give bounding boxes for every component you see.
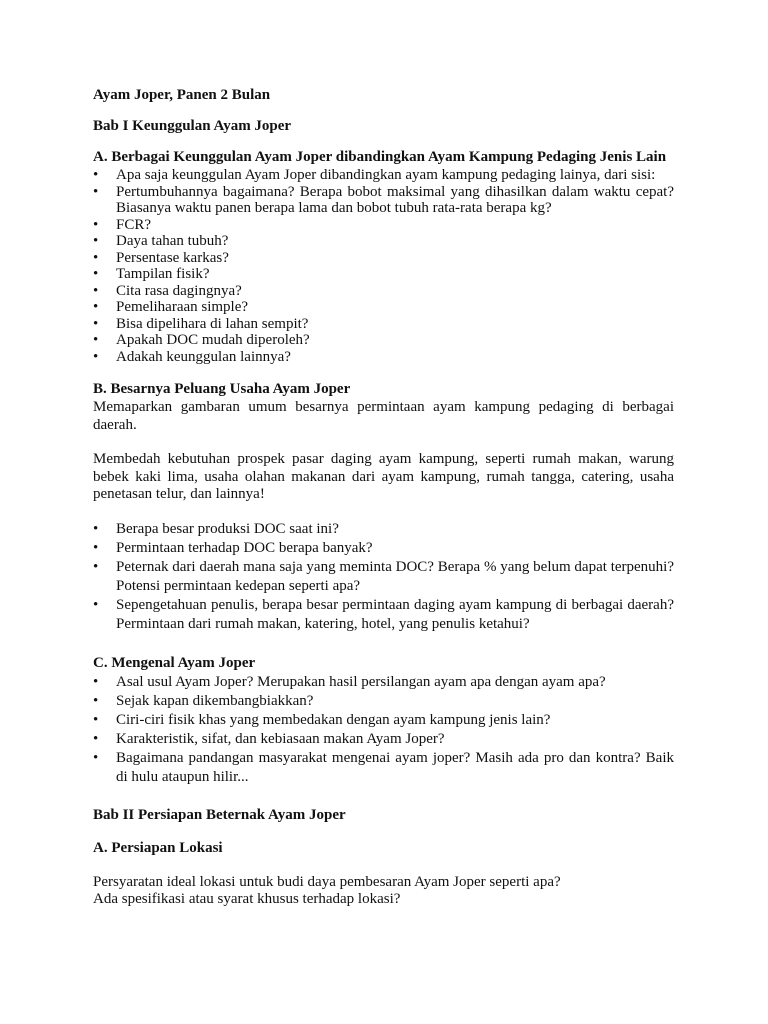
- bullet-icon: •: [93, 266, 99, 282]
- list-item: • Persentase karkas?: [93, 249, 229, 266]
- bullet-icon: •: [93, 711, 99, 728]
- bullet-icon: •: [93, 673, 99, 690]
- bullet-icon: •: [93, 249, 99, 266]
- list-item: • Ciri-ciri fisik khas yang membedakan dengan ayam kampung jenis lain?: [93, 711, 551, 728]
- bullet-icon: •: [93, 282, 99, 299]
- bullet-icon: •: [93, 348, 99, 365]
- bullet-icon: •: [93, 558, 99, 575]
- section-b-paragraph-1: Memaparkan gambaran umum besarnya permintaan ayam kampung pedaging di berbagai daerah.: [93, 399, 674, 433]
- section-b-paragraph-2: Membedah kebutuhan prospek pasar daging ayam kampung, seperti rumah makan, warung bebek kaki lima, usaha olahan makanan dari ayam kampung, rumah tangga, catering, usaha penetasan telur, dan lainnya!: [93, 451, 674, 502]
- list-item: • Berapa besar produksi DOC saat ini?: [93, 520, 339, 537]
- list-item: • Tampilan fisik?: [93, 266, 210, 282]
- document-body: [93, 86, 674, 908]
- list-item: • Apa saja keunggulan Ayam Joper dibandingkan ayam kampung pedaging lainya, dari sisi:: [93, 167, 656, 183]
- list-item: • Karakteristik, sifat, dan kebiasaan makan Ayam Joper?: [93, 730, 445, 747]
- section-a-list: [93, 167, 674, 365]
- bullet-icon: •: [93, 167, 99, 183]
- bullet-icon: •: [93, 692, 99, 709]
- bullet-icon: •: [93, 520, 99, 537]
- list-item: • Bisa dipelihara di lahan sempit?: [93, 315, 309, 332]
- list-item: • Sepengetahuan penulis, berapa besar permintaan daging ayam kampung di berbagai daerah? Permintaan dari rumah makan, katering, hotel, yang penulis ketahui?: [93, 596, 674, 632]
- list-item: • Asal usul Ayam Joper? Merupakan hasil persilangan ayam apa dengan ayam apa?: [93, 673, 606, 690]
- bullet-icon: •: [93, 749, 99, 766]
- bullet-icon: •: [93, 299, 99, 315]
- list-item: • Apakah DOC mudah diperoleh?: [93, 332, 310, 348]
- bullet-icon: •: [93, 216, 99, 233]
- chapter-heading-1: Bab I Keunggulan Ayam Joper: [93, 118, 292, 134]
- document-title: Ayam Joper, Panen 2 Bulan: [93, 87, 271, 103]
- list-item: • Adakah keunggulan lainnya?: [93, 348, 291, 365]
- list-item: • Permintaan terhadap DOC berapa banyak?: [93, 539, 373, 556]
- list-item: • Cita rasa dagingnya?: [93, 282, 242, 299]
- section-a2-line-2: Ada spesifikasi atau syarat khusus terhadap lokasi?: [93, 890, 401, 907]
- bullet-icon: •: [93, 596, 99, 613]
- list-item: • FCR?: [93, 216, 152, 233]
- list-item: • Bagaimana pandangan masyarakat mengenai ayam joper? Masih ada pro dan kontra? Baik di hulu ataupun hilir...: [93, 749, 674, 785]
- list-item: • Pertumbuhannya bagaimana? Berapa bobot maksimal yang dihasilkan dalam waktu cepat? Biasanya waktu panen berapa lama dan bobot tubuh rata-rata berapa kg?: [93, 183, 674, 216]
- section-c-list: [93, 673, 674, 787]
- section-b-list: [93, 520, 674, 634]
- section-a2-heading: A. Persiapan Lokasi: [93, 839, 223, 856]
- chapter-heading-2: Bab II Persiapan Beternak Ayam Joper: [93, 806, 346, 823]
- section-a-heading: A. Berbagai Keunggulan Ayam Joper dibandingkan Ayam Kampung Pedaging Jenis Lain: [93, 149, 667, 165]
- section-c-heading: C. Mengenal Ayam Joper: [93, 654, 256, 671]
- bullet-icon: •: [93, 539, 99, 556]
- bullet-icon: •: [93, 332, 99, 348]
- list-item: • Pemeliharaan simple?: [93, 299, 249, 315]
- list-item: • Sejak kapan dikembangbiakkan?: [93, 692, 314, 709]
- section-b-heading: B. Besarnya Peluang Usaha Ayam Joper: [93, 381, 351, 397]
- bullet-icon: •: [93, 183, 99, 200]
- bullet-icon: •: [93, 315, 99, 332]
- list-item: • Daya tahan tubuh?: [93, 233, 229, 249]
- list-item: • Peternak dari daerah mana saja yang meminta DOC? Berapa % yang belum dapat terpenuhi? Potensi permintaan kedepan seperti apa?: [93, 558, 674, 594]
- section-a2-line-1: Persyaratan ideal lokasi untuk budi daya pembesaran Ayam Joper seperti apa?: [93, 873, 561, 890]
- bullet-icon: •: [93, 233, 99, 249]
- bullet-icon: •: [93, 730, 99, 747]
